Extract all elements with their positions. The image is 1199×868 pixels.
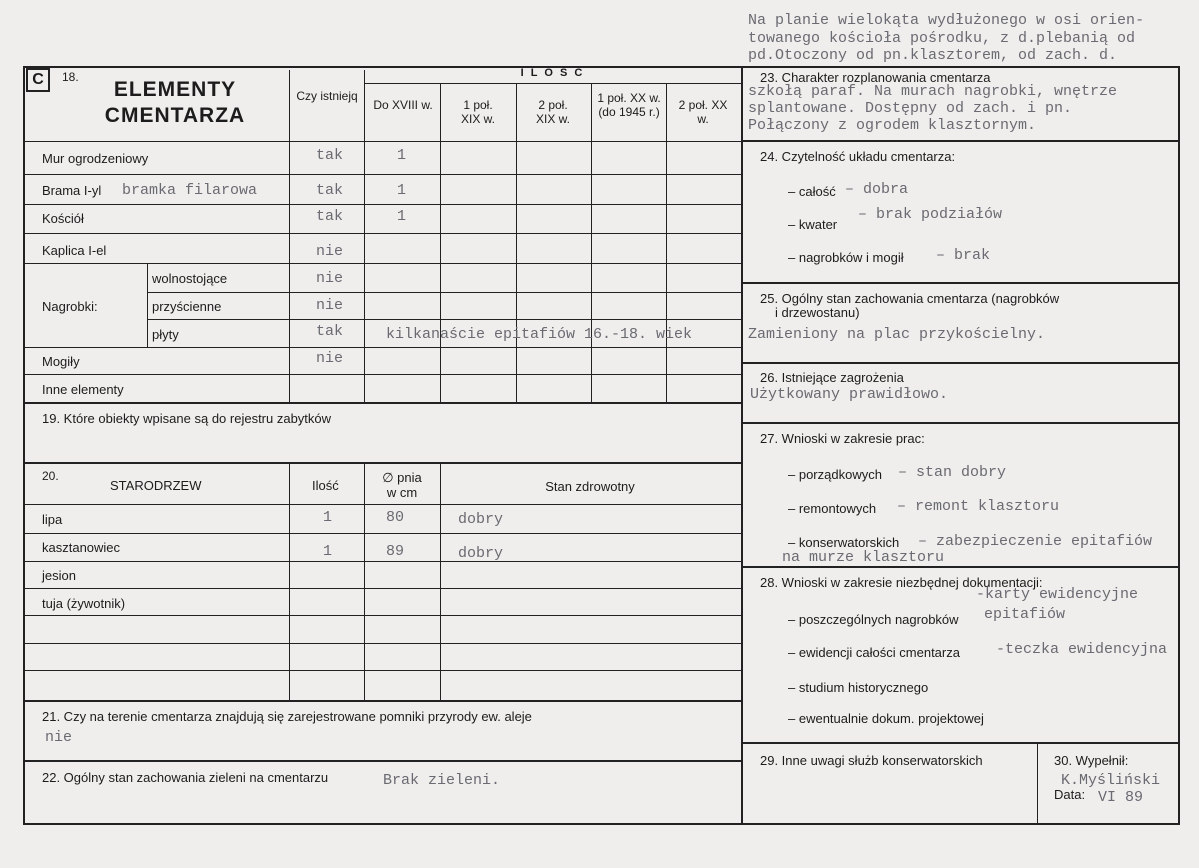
sec29-label: 29. Inne uwagi służb konserwatorskich — [760, 753, 983, 768]
sec27-label: 27. Wnioski w zakresie prac: — [760, 431, 925, 446]
sec28-item-projektowej: – ewentualnie dokum. projektowej — [788, 711, 984, 726]
top-note-line-1: Na planie wielokąta wydłużonego w osi orien- — [748, 12, 1145, 29]
row-label-wolnostojace: wolnostojące — [152, 271, 228, 286]
sec18-title-line-1: ELEMENTY — [113, 78, 237, 101]
sec20-title: STARODRZEW — [110, 478, 202, 493]
tree-name-kasztanowiec: kasztanowiec — [42, 540, 121, 555]
col-header-ilosc: I L O Ś C — [520, 67, 585, 79]
sec26-label: 26. Istniejące zagrożenia — [760, 370, 904, 385]
sec25-label-line-1: 25. Ogólny stan zachowania cmentarza (nagrobków — [760, 291, 1060, 306]
sec28-answer-nagrobkow-2: epitafiów — [984, 606, 1066, 623]
brama-note: bramka filarowa — [122, 182, 258, 199]
sec30-date-label: Data: — [1054, 787, 1086, 802]
sec28-item-nagrobkow: – poszczególnych nagrobków — [788, 612, 959, 627]
sec20-col-cm: w cm — [386, 485, 418, 500]
sec28-item-ewidencji: – ewidencji całości cmentarza — [788, 645, 960, 660]
sec24-answer-nagrobkow: – brak — [936, 247, 991, 264]
sec22-answer: Brak zieleni. — [383, 772, 501, 789]
sec27-answer-porzadkowych: – stan dobry — [898, 464, 1007, 481]
col-header-2pol-xix: 2 poł. XIX w. — [535, 98, 570, 126]
row-label-mur: Mur ogrodzeniowy — [42, 151, 149, 166]
exists-mur: tak — [316, 147, 344, 164]
sec18-title-line-2: CMENTARZA — [104, 104, 246, 127]
tree-health-kasztanowiec: dobry — [458, 545, 504, 562]
sec27-answer-konserwatorskich-cont: na murze klasztoru — [782, 549, 945, 566]
col-header-exists: Czy istniejq — [296, 89, 358, 103]
count-mur: 1 — [397, 147, 407, 164]
sec21-answer: nie — [45, 729, 73, 746]
tree-name-lipa: lipa — [42, 512, 63, 527]
count-kosciol: 1 — [397, 208, 407, 225]
sec27-item-porzadkowych: – porządkowych — [788, 467, 882, 482]
sec24-answer-kwater: – brak podziałów — [858, 206, 1003, 223]
col-header-1pol-xx: 1 poł. XX w. (do 1945 r.) — [597, 91, 661, 119]
row-label-kosciol: Kościół — [42, 211, 84, 226]
sec30-name: K.Myśliński — [1061, 772, 1161, 789]
sec23-line-1: szkołą paraf. Na murach nagrobki, wnętrze — [748, 83, 1118, 100]
sec23-line-3: Połączony z ogrodem klasztornym. — [748, 117, 1037, 134]
sec28-answer-nagrobkow-1: -karty ewidencyjne — [976, 586, 1139, 603]
row-label-mogily: Mogiły — [42, 354, 80, 369]
sec30-date: VI 89 — [1098, 789, 1144, 806]
sec20-col-health: Stan zdrowotny — [545, 479, 635, 494]
col-header-2pol-xx: 2 poł. XX w. — [678, 98, 728, 126]
row-label-przyscienne: przyścienne — [152, 299, 222, 314]
sec19-label: 19. Które obiekty wpisane są do rejestru zabytków — [42, 411, 332, 426]
sec20-col-pnia: ∅ pnia — [382, 470, 422, 485]
exists-brama: tak — [316, 182, 344, 199]
sec30-label: 30. Wypełnił: — [1054, 753, 1129, 768]
tree-count-lipa: 1 — [323, 509, 333, 526]
sec27-item-konserwatorskich: – konserwatorskich — [788, 535, 900, 550]
top-note-line-3: pd.Otoczony od pn.klasztorem, od zach. d. — [748, 47, 1118, 64]
exists-kosciol: tak — [316, 208, 344, 225]
sec28-answer-ewidencji: -teczka ewidencyjna — [996, 641, 1168, 658]
sec27-answer-konserwatorskich: – zabezpieczenie epitafiów — [918, 533, 1153, 550]
tree-diam-lipa: 80 — [386, 509, 405, 526]
col-header-1pol-xix: 1 poł. XIX w. — [460, 98, 495, 126]
row-label-kaplica: Kaplica I-el — [42, 243, 107, 258]
sec25-answer: Zamieniony na plac przykościelny. — [748, 326, 1046, 343]
row-label-brama: Brama I-yl — [42, 183, 102, 198]
row-label-nagrobki: Nagrobki: — [42, 299, 98, 314]
sec20-col-count: Ilość — [312, 478, 339, 493]
tree-health-lipa: dobry — [458, 511, 504, 528]
sec25-label-line-2: i drzewostanu) — [775, 305, 860, 320]
top-note-line-2: towanego kościoła pośrodku, z d.plebanią od — [748, 30, 1136, 47]
sec24-answer-calosc: – dobra — [845, 181, 909, 198]
exists-przyscienne: nie — [316, 297, 344, 314]
sec27-item-remontowych: – remontowych — [788, 501, 877, 516]
tree-name-tuja: tuja (żywotnik) — [42, 596, 126, 611]
sec24-item-calosc: – całość — [788, 184, 836, 199]
row-label-inne: Inne elementy — [42, 382, 124, 397]
sec24-item-kwater: – kwater — [788, 217, 838, 232]
row-label-plyty: płyty — [152, 327, 179, 342]
sec27-answer-remontowych: – remont klasztoru — [897, 498, 1060, 515]
exists-plyty: tak — [316, 323, 344, 340]
sec26-answer: Użytkowany prawidłowo. — [750, 386, 949, 403]
tree-name-jesion: jesion — [42, 568, 76, 583]
sec23-label: 23. Charakter rozplanowania cmentarza — [760, 70, 991, 85]
sec23-line-2: splantowane. Dostępny od zach. i pn. — [748, 100, 1073, 117]
col-header-do-xviii: Do XVIII w. — [373, 98, 433, 112]
count-brama: 1 — [397, 182, 407, 199]
tree-count-kasztanowiec: 1 — [323, 543, 333, 560]
sec18-number: 18. — [62, 70, 79, 84]
sec28-item-studium: – studium historycznego — [788, 680, 929, 695]
exists-kaplica: nie — [316, 243, 344, 260]
sec24-label: 24. Czytelność układu cmentarza: — [760, 149, 956, 164]
exists-wolnostojace: nie — [316, 270, 344, 287]
sec22-label: 22. Ogólny stan zachowania zieleni na cmentarzu — [42, 770, 329, 785]
exists-mogily: nie — [316, 350, 344, 367]
sec28-label: 28. Wnioski w zakresie niezbędnej dokumentacji: — [760, 575, 1043, 590]
section-letter-box: C — [26, 68, 50, 92]
sec20-number: 20. — [42, 469, 59, 483]
tree-diam-kasztanowiec: 89 — [386, 543, 405, 560]
plyty-note: kilkanaście epitafiów 16.-18. wiek — [386, 326, 693, 343]
sec21-label: 21. Czy na terenie cmentarza znajdują się zarejestrowane pomniki przyrody ew. aleje — [42, 709, 532, 724]
sec24-item-nagrobkow: – nagrobków i mogił — [788, 250, 904, 265]
